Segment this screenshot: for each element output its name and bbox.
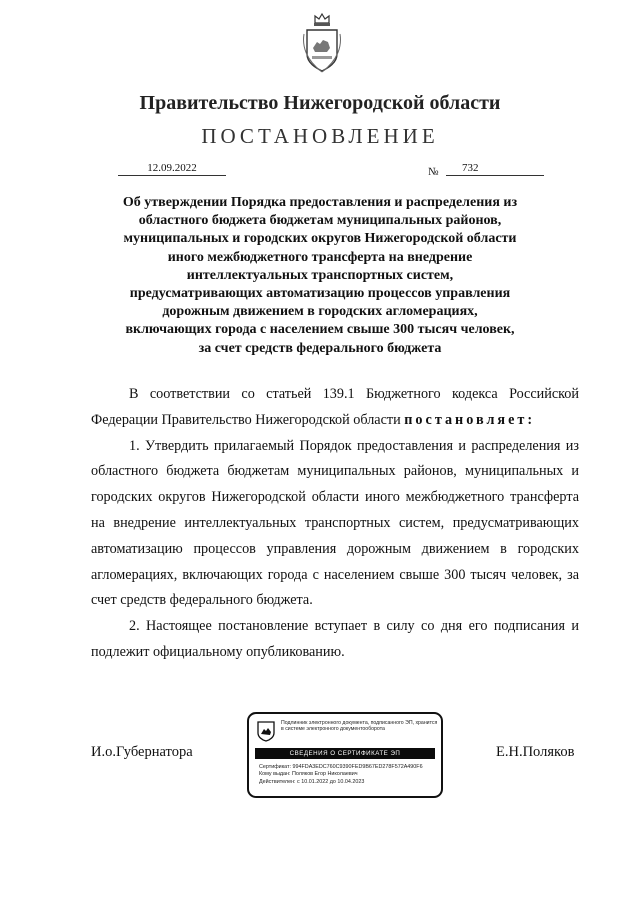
title-line: включающих города с населением свыше 300 тысяч человек, bbox=[125, 322, 515, 338]
coat-of-arms-icon bbox=[302, 12, 342, 78]
organization-name: Правительство Нижегородской области bbox=[139, 92, 501, 114]
document-date: 12.09.2022 bbox=[118, 162, 226, 176]
title-line: за счет средств федерального бюджета bbox=[198, 340, 442, 356]
item-2-paragraph: 2. Настоящее постановление вступает в силу со дня его подписания и подлежит официальному опубликованию. bbox=[91, 618, 579, 660]
decree-word: постановляет: bbox=[404, 411, 536, 428]
title-line: дорожным движением в городских агломерациях, bbox=[162, 304, 478, 320]
region-emblem-icon bbox=[257, 720, 275, 742]
certificate-owner: Кому выдан: Поляков Егор Николаевич bbox=[259, 771, 358, 778]
document-number: 732 bbox=[446, 162, 544, 176]
stamp-header: СВЕДЕНИЯ О СЕРТИФИКАТЕ ЭП bbox=[255, 748, 435, 759]
title-line: Об утверждении Порядка предоставления и распределения из bbox=[122, 195, 518, 210]
stamp-note: Подлинник электронного документа, подписанного ЭП, хранится в системе электронного документооборота bbox=[281, 720, 438, 733]
signatory-title: И.о.Губернатора bbox=[91, 744, 193, 760]
certificate-validity: Действителен: с 10.01.2022 до 10.04.2023 bbox=[259, 778, 365, 785]
document-body bbox=[91, 382, 579, 666]
title-line: интеллектуальных транспортных систем, bbox=[186, 267, 454, 283]
number-label: № bbox=[428, 166, 439, 178]
preamble-text: В соответствии со статьей 139.1 Бюджетного кодекса Российской Федерации Правительство Нижегородской области bbox=[91, 386, 579, 428]
title-line: муниципальных и городских округов Нижегородской области bbox=[123, 231, 517, 247]
certificate-serial: Сертификат: 994FDA3EDC760C9390FED9B67ED278F572A490F6 bbox=[259, 764, 423, 770]
title-line: областного бюджета бюджетам муниципальных районов, bbox=[138, 213, 502, 229]
document-title bbox=[100, 194, 540, 358]
item-1-paragraph: 1. Утвердить прилагаемый Порядок предоставления и распределения из областного бюджета бюджетам муниципальных районов, муниципальных и городских округов Нижегородской области иного межбюджетного трансферта на внедрение интеллектуальных транспортных систем, предусматривающих автоматизацию процессов управления дорожным движением в городских агломерациях, включающих города с населением свыше 300 тысяч человек, за счет средств федерального бюджета. bbox=[91, 437, 579, 609]
electronic-signature-stamp bbox=[247, 712, 443, 798]
title-line: предусматривающих автоматизацию процессов управления bbox=[129, 286, 511, 302]
signatory-name: Е.Н.Поляков bbox=[496, 744, 575, 760]
document-type: ПОСТАНОВЛЕНИЕ bbox=[201, 124, 439, 148]
certificate-details bbox=[259, 764, 423, 786]
preamble-paragraph bbox=[91, 382, 579, 434]
title-line: иного межбюджетного трансферта на внедрение bbox=[167, 249, 473, 265]
